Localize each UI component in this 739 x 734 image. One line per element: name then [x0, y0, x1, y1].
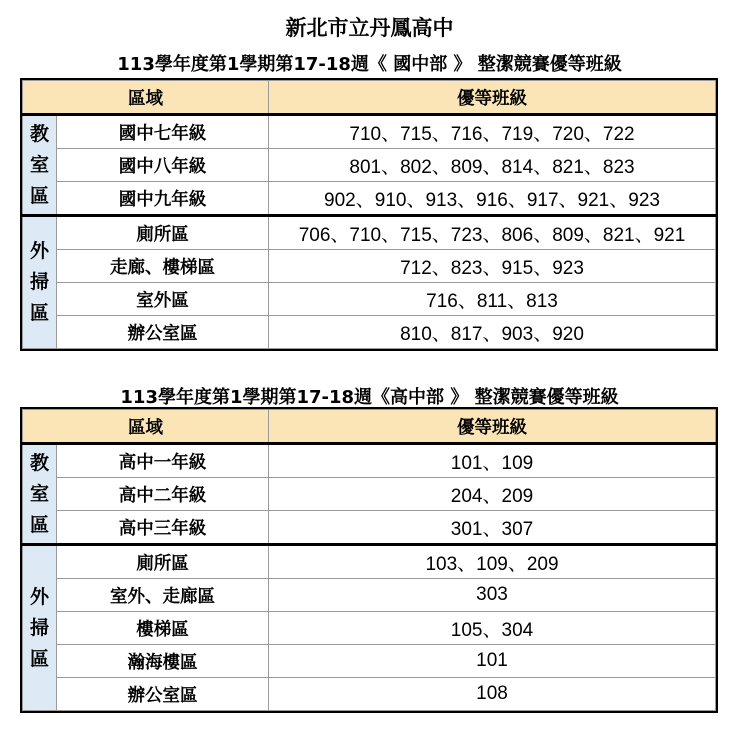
classes-header: 優等班級: [269, 81, 716, 115]
table-row: [23, 645, 716, 678]
table-row: [23, 612, 716, 645]
classes-cell: 303: [269, 579, 716, 612]
table-row: [23, 250, 716, 283]
group-label-classroom: 教 室 區: [23, 444, 57, 545]
area-cell: 國中八年級: [57, 149, 269, 182]
senior-section-title: 113學年度第1學期第17-18週《高中部 》 整潔競賽優等班級: [120, 387, 619, 408]
table-row: [23, 182, 716, 216]
table-header-row: [23, 81, 716, 115]
table-row: [23, 511, 716, 545]
classes-cell: 801、802、809、814、821、823: [269, 149, 716, 182]
classes-cell: 108: [269, 678, 716, 711]
area-cell: 國中九年級: [57, 182, 269, 216]
area-cell: 室外、走廊區: [57, 579, 269, 612]
table-row: [23, 678, 716, 711]
area-cell: 高中三年級: [57, 511, 269, 545]
classes-cell: 710、715、716、719、720、722: [269, 115, 716, 149]
junior-section-title: 113學年度第1學期第17-18週《 國中部 》 整潔競賽優等班級: [117, 54, 622, 75]
table-row: [23, 149, 716, 182]
area-cell: 走廊、樓梯區: [57, 250, 269, 283]
table-row: [23, 545, 716, 579]
table-row: [23, 444, 716, 478]
classes-cell: 902、910、913、916、917、921、923: [269, 182, 716, 216]
area-cell: 廁所區: [57, 545, 269, 579]
area-header: 區域: [23, 81, 269, 115]
classes-cell: 204、209: [269, 478, 716, 511]
area-cell: 廁所區: [57, 216, 269, 250]
area-cell: 辦公室區: [57, 678, 269, 711]
classes-cell: 716、811、813: [269, 283, 716, 316]
senior-awards-table: [22, 409, 716, 711]
area-cell: 辦公室區: [57, 316, 269, 349]
junior-awards-table: [22, 80, 716, 349]
classes-cell: 301、307: [269, 511, 716, 545]
table-row: [23, 283, 716, 316]
area-cell: 樓梯區: [57, 612, 269, 645]
group-label-classroom: 教 室 區: [23, 115, 57, 216]
classes-cell: 105、304: [269, 612, 716, 645]
classes-cell: 712、823、915、923: [269, 250, 716, 283]
area-header: 區域: [23, 410, 269, 444]
school-title: 新北市立丹鳳高中: [285, 16, 454, 40]
classes-cell: 101、109: [269, 444, 716, 478]
classes-cell: 706、710、715、723、806、809、821、921: [269, 216, 716, 250]
area-cell: 高中一年級: [57, 444, 269, 478]
area-cell: 瀚海樓區: [57, 645, 269, 678]
classes-cell: 810、817、903、920: [269, 316, 716, 349]
table-row: [23, 579, 716, 612]
area-cell: 國中七年級: [57, 115, 269, 149]
classes-cell: 101: [269, 645, 716, 678]
group-label-outdoor: 外 掃 區: [23, 216, 57, 349]
table-header-row: [23, 410, 716, 444]
area-cell: 室外區: [57, 283, 269, 316]
table-row: [23, 478, 716, 511]
table-row: [23, 316, 716, 349]
classes-cell: 103、109、209: [269, 545, 716, 579]
group-label-outdoor: 外 掃 區: [23, 545, 57, 711]
table-row: [23, 216, 716, 250]
table-row: [23, 115, 716, 149]
classes-header: 優等班級: [269, 410, 716, 444]
area-cell: 高中二年級: [57, 478, 269, 511]
